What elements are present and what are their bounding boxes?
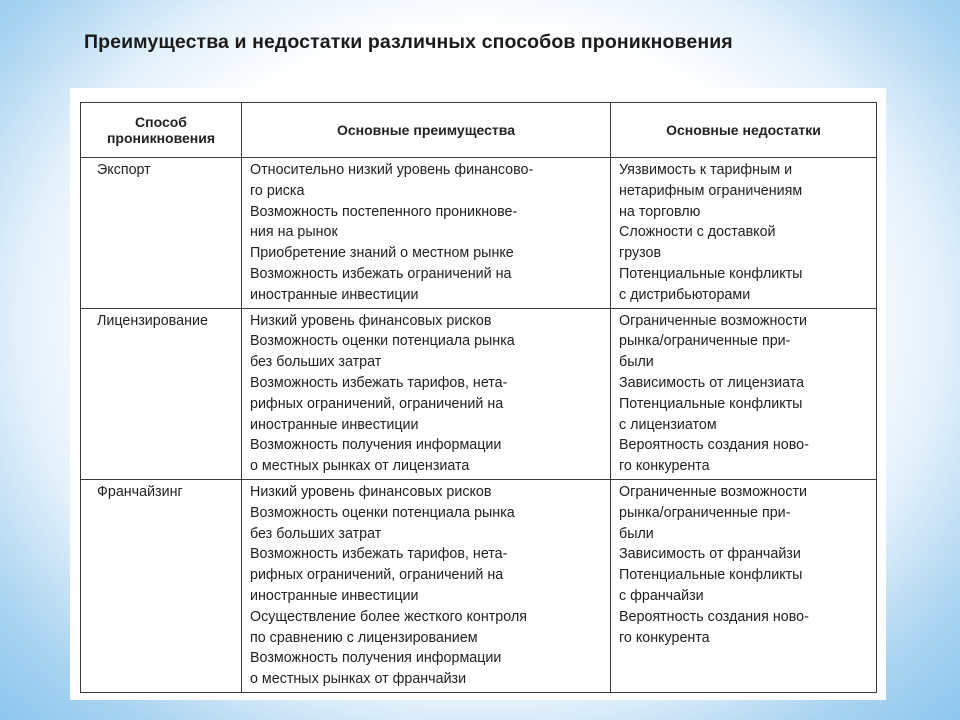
disadvantages-line: Ограниченные возможности: [619, 312, 808, 329]
advantages-line: без больших затрат: [250, 525, 382, 542]
disadvantages-cell: [611, 479, 877, 692]
method-cell: Экспорт: [81, 158, 242, 309]
disadvantages-line: рынка/ограниченные при-: [619, 504, 791, 521]
advantages-cell: [242, 158, 611, 309]
advantages-line: о местных рынках от лицензиата: [250, 458, 470, 475]
disadvantages-line: Зависимость от франчайзи: [619, 546, 801, 563]
table-frame: [70, 88, 886, 700]
header-disadvantages: Основные недостатки: [611, 103, 877, 158]
header-method-line-2: проникновения: [106, 130, 216, 146]
advantages-cell: [242, 479, 611, 692]
advantages-line: Осуществление более жесткого контроля: [250, 608, 527, 625]
advantages-line: иностранные инвестиции: [250, 286, 419, 303]
advantages-line: Низкий уровень финансовых рисков: [250, 312, 492, 329]
advantages-line: го риска: [250, 182, 305, 199]
disadvantages-cell: [611, 308, 877, 479]
advantages-line: Низкий уровень финансовых рисков: [250, 483, 492, 500]
slide-title: Преимущества и недостатки различных способов проникновения: [84, 31, 733, 53]
advantages-line: рифных ограничений, ограничений на: [250, 395, 504, 412]
method-cell: Франчайзинг: [81, 479, 242, 692]
advantages-line: Возможность оценки потенциала рынка: [250, 504, 515, 521]
advantages-line: Возможность избежать тарифов, нета-: [250, 374, 508, 391]
disadvantages-line: рынка/ограниченные при-: [619, 333, 791, 350]
disadvantages-line: нетарифным ограничениям: [619, 182, 803, 199]
advantages-line: иностранные инвестиции: [250, 587, 419, 604]
table-row: [81, 158, 877, 309]
advantages-line: Возможность избежать тарифов, нета-: [250, 546, 508, 563]
disadvantages-line: были: [619, 525, 654, 542]
disadvantages-line: Вероятность создания ново-: [619, 608, 809, 625]
advantages-line: ния на рынок: [250, 224, 338, 241]
disadvantages-line: грузов: [619, 245, 662, 262]
table-header-row: [81, 103, 877, 158]
advantages-line: Возможность получения информации: [250, 650, 502, 667]
advantages-line: Приобретение знаний о местном рынке: [250, 245, 514, 262]
disadvantages-cell: [611, 158, 877, 309]
advantages-line: по сравнению с лицензированием: [250, 629, 478, 646]
header-method: [81, 103, 242, 158]
disadvantages-line: Уязвимость к тарифным и: [619, 162, 793, 178]
header-advantages: Основные преимущества: [242, 103, 611, 158]
table-row: [81, 479, 877, 692]
disadvantages-line: го конкурента: [619, 458, 710, 475]
disadvantages-line: Зависимость от лицензиата: [619, 374, 805, 391]
disadvantages-line: Потенциальные конфликты: [619, 395, 803, 412]
advantages-line: Возможность избежать ограничений на: [250, 265, 512, 282]
comparison-table: [80, 102, 877, 693]
method-cell: Лицензирование: [81, 308, 242, 479]
header-method-line-1: Способ: [135, 114, 187, 130]
table-row: [81, 308, 877, 479]
disadvantages-line: с франчайзи: [619, 587, 704, 604]
disadvantages-line: Ограниченные возможности: [619, 483, 808, 500]
disadvantages-line: на торговлю: [619, 203, 701, 220]
advantages-line: рифных ограничений, ограничений на: [250, 567, 504, 584]
advantages-cell: [242, 308, 611, 479]
disadvantages-line: Потенциальные конфликты: [619, 567, 803, 584]
advantages-line: без больших затрат: [250, 354, 382, 371]
advantages-line: Возможность оценки потенциала рынка: [250, 333, 515, 350]
advantages-line: иностранные инвестиции: [250, 416, 419, 433]
disadvantages-line: Сложности с доставкой: [619, 224, 776, 241]
disadvantages-line: были: [619, 354, 654, 371]
disadvantages-line: Потенциальные конфликты: [619, 265, 803, 282]
disadvantages-line: с дистрибьюторами: [619, 286, 751, 303]
disadvantages-line: го конкурента: [619, 629, 710, 646]
disadvantages-line: с лицензиатом: [619, 416, 717, 433]
advantages-line: Возможность постепенного проникнове-: [250, 203, 518, 220]
disadvantages-line: Вероятность создания ново-: [619, 437, 809, 454]
advantages-line: Относительно низкий уровень финансово-: [250, 162, 534, 178]
advantages-line: Возможность получения информации: [250, 437, 502, 454]
advantages-line: о местных рынках от франчайзи: [250, 671, 467, 688]
